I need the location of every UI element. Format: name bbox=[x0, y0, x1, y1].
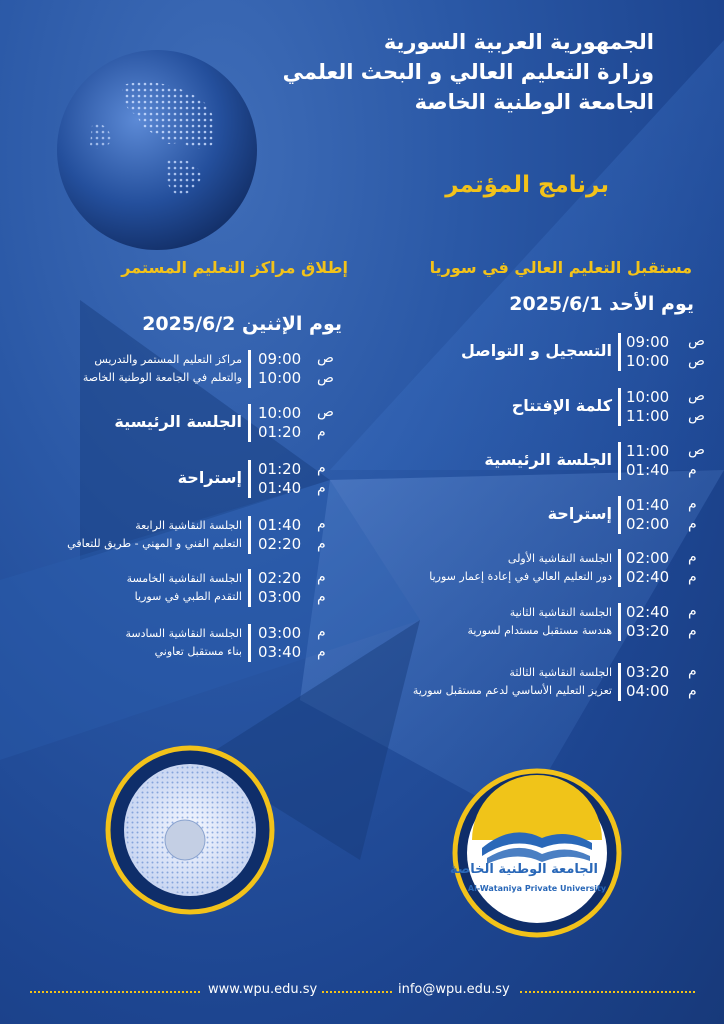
session-title: الجلسة الرئيسية bbox=[114, 412, 242, 431]
time-start: 02:00 bbox=[626, 549, 670, 567]
period-start: ص bbox=[688, 333, 705, 349]
session-subtitle: التقدم الطبي في سوريا bbox=[134, 590, 242, 603]
session-title: الجلسة النقاشية الأولى bbox=[507, 552, 612, 565]
time-divider bbox=[248, 404, 251, 442]
period-end: ص bbox=[688, 353, 705, 369]
period-start: م bbox=[688, 663, 697, 679]
time-divider bbox=[248, 569, 251, 607]
session-subtitle: دور التعليم العالي في إعادة إعمار سوريا bbox=[429, 570, 612, 583]
period-start: م bbox=[317, 624, 326, 640]
session-subtitle: التعليم الفني و المهني - طريق للتعافي bbox=[67, 537, 242, 550]
time-start: 02:40 bbox=[626, 603, 670, 621]
time-start: 01:40 bbox=[258, 516, 302, 534]
session-subtitle: هندسة مستقبل مستدام لسورية bbox=[467, 624, 612, 637]
time-end: 02:40 bbox=[626, 568, 670, 586]
period-end: م bbox=[317, 480, 326, 496]
time-start: 11:00 bbox=[626, 442, 670, 460]
right-column-heading: مستقبل التعليم العالي في سوريا bbox=[429, 258, 692, 277]
time-end: 11:00 bbox=[626, 407, 670, 425]
period-end: م bbox=[317, 536, 326, 552]
session-title: إستراحة bbox=[177, 468, 242, 487]
period-start: م bbox=[688, 603, 697, 619]
period-end: م bbox=[688, 623, 697, 639]
session-subtitle: تعزيز التعليم الأساسي لدعم مستقبل سورية bbox=[412, 684, 612, 697]
globe-icon bbox=[52, 45, 262, 255]
period-end: ص bbox=[688, 408, 705, 424]
right-day-label: يوم الأحد 2025/6/1 bbox=[509, 293, 694, 315]
time-divider bbox=[618, 663, 621, 701]
program-title: برنامج المؤتمر bbox=[445, 172, 609, 198]
period-start: م bbox=[317, 569, 326, 585]
period-start: ص bbox=[317, 350, 334, 366]
period-start: م bbox=[688, 496, 697, 512]
globalization-seal-logo bbox=[105, 745, 275, 915]
session-title: التسجيل و التواصل bbox=[460, 341, 612, 360]
session-title: الجلسة النقاشية الثانية bbox=[509, 606, 612, 619]
left-column-heading: إطلاق مراكز التعليم المستمر bbox=[121, 258, 348, 277]
time-end: 01:20 bbox=[258, 423, 302, 441]
period-start: ص bbox=[688, 388, 705, 404]
session-title: الجلسة النقاشية الثالثة bbox=[509, 666, 612, 679]
period-end: م bbox=[317, 644, 326, 660]
session-title: الجلسة النقاشية الخامسة bbox=[126, 572, 242, 585]
period-end: م bbox=[317, 424, 326, 440]
session-title: الجلسة الرئيسية bbox=[484, 450, 612, 469]
time-end: 01:40 bbox=[258, 479, 302, 497]
time-end: 02:00 bbox=[626, 515, 670, 533]
time-divider bbox=[248, 460, 251, 498]
schedule-row bbox=[0, 663, 724, 705]
time-end: 10:00 bbox=[626, 352, 670, 370]
period-start: م bbox=[688, 549, 697, 565]
header-line-ministry: وزارة التعليم العالي و البحث العلمي bbox=[282, 60, 654, 84]
time-end: 02:20 bbox=[258, 535, 302, 553]
time-divider bbox=[248, 624, 251, 662]
university-logo-name-en: Al-Wataniya Private University bbox=[467, 884, 607, 893]
time-start: 03:20 bbox=[626, 663, 670, 681]
time-divider bbox=[248, 516, 251, 554]
session-title: الجلسة النقاشية السادسة bbox=[125, 627, 242, 640]
schedule-row bbox=[0, 350, 724, 392]
session-subtitle: والتعلم في الجامعة الوطنية الخاصة bbox=[82, 371, 242, 384]
time-start: 01:20 bbox=[258, 460, 302, 478]
time-divider bbox=[248, 350, 251, 388]
footer-divider-right bbox=[520, 991, 695, 993]
period-end: م bbox=[688, 569, 697, 585]
session-title: إستراحة bbox=[547, 504, 612, 523]
university-logo-name-ar: الجامعة الوطنية الخاصة bbox=[449, 862, 598, 877]
university-logo bbox=[449, 768, 622, 938]
session-subtitle: بناء مستقبل تعاوني bbox=[154, 645, 242, 658]
time-end: 10:00 bbox=[258, 369, 302, 387]
header-line-university: الجامعة الوطنية الخاصة bbox=[414, 90, 654, 114]
time-end: 03:40 bbox=[258, 643, 302, 661]
time-end: 03:20 bbox=[626, 622, 670, 640]
footer-divider-middle bbox=[322, 991, 392, 993]
time-end: 01:40 bbox=[626, 461, 670, 479]
time-start: 09:00 bbox=[626, 333, 670, 351]
footer-email[interactable]: info@wpu.edu.sy bbox=[398, 982, 510, 997]
footer-website[interactable]: www.wpu.edu.sy bbox=[208, 982, 318, 997]
time-start: 09:00 bbox=[258, 350, 302, 368]
schedule-row bbox=[0, 624, 724, 666]
footer-divider-left bbox=[30, 991, 200, 993]
period-start: ص bbox=[317, 404, 334, 420]
period-end: م bbox=[317, 589, 326, 605]
left-day-label: يوم الإثنين 2025/6/2 bbox=[142, 313, 342, 335]
schedule-row bbox=[0, 516, 724, 558]
period-end: ص bbox=[317, 370, 334, 386]
session-title: الجلسة النقاشية الرابعة bbox=[135, 519, 242, 532]
time-start: 10:00 bbox=[626, 388, 670, 406]
period-start: ص bbox=[688, 442, 705, 458]
period-start: م bbox=[317, 516, 326, 532]
period-end: م bbox=[688, 516, 697, 532]
schedule-row bbox=[0, 460, 724, 502]
period-end: م bbox=[688, 462, 697, 478]
time-start: 10:00 bbox=[258, 404, 302, 422]
session-title: كلمة الإفتتاح bbox=[511, 396, 612, 415]
time-start: 02:20 bbox=[258, 569, 302, 587]
time-end: 03:00 bbox=[258, 588, 302, 606]
time-end: 04:00 bbox=[626, 682, 670, 700]
period-end: م bbox=[688, 683, 697, 699]
time-start: 01:40 bbox=[626, 496, 670, 514]
period-start: م bbox=[317, 460, 326, 476]
header-line-country: الجمهورية العربية السورية bbox=[383, 30, 654, 54]
schedule-row bbox=[0, 569, 724, 611]
time-start: 03:00 bbox=[258, 624, 302, 642]
schedule-row bbox=[0, 404, 724, 446]
session-title: مراكز التعليم المستمر والتدريس bbox=[94, 353, 242, 366]
